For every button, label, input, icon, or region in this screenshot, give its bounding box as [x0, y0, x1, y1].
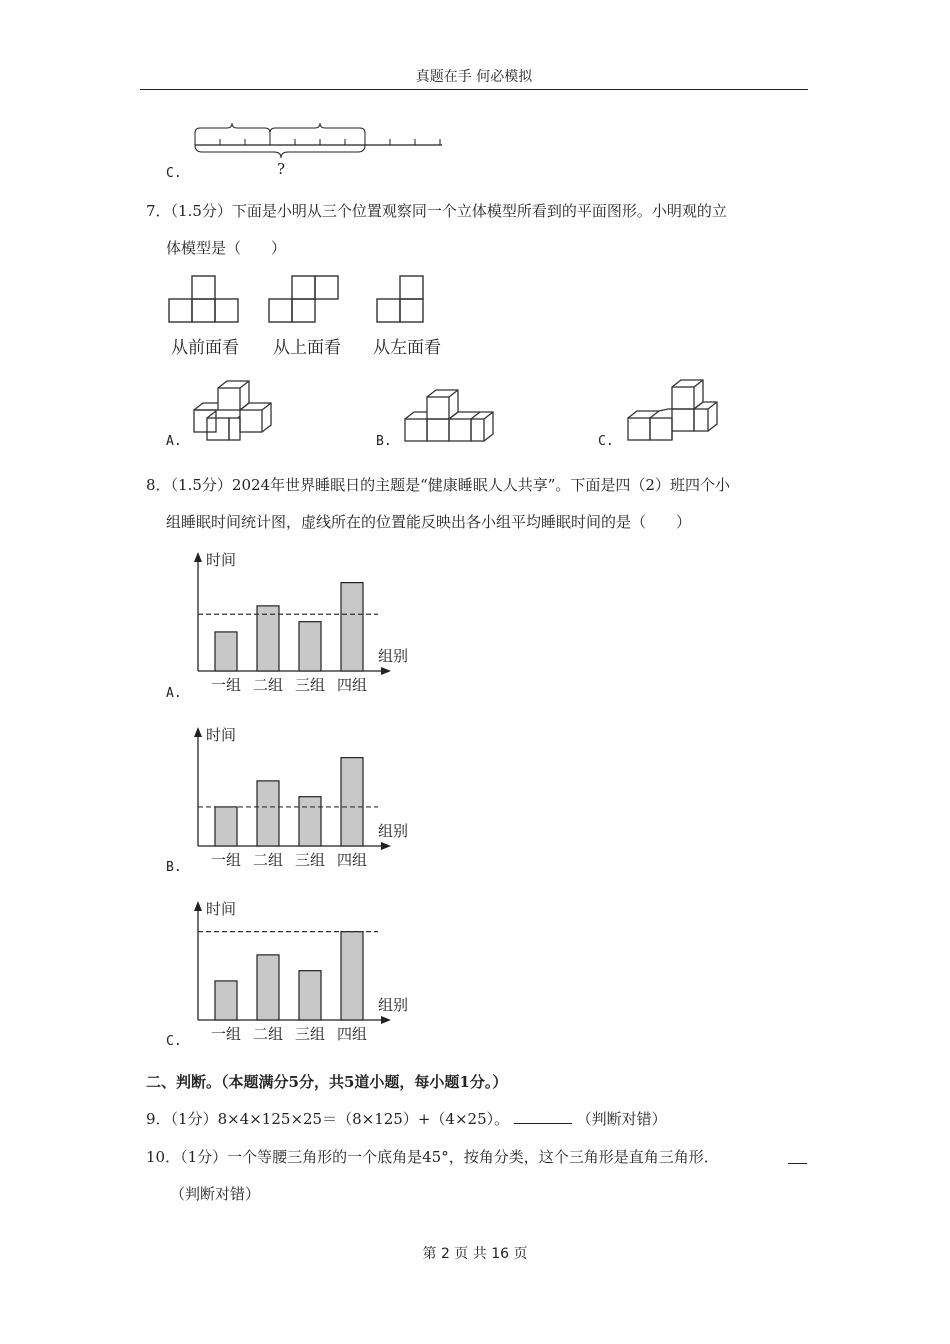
bar: [257, 955, 279, 1020]
x-axis-label: 组别: [378, 996, 409, 1014]
x-axis-label: 组别: [378, 822, 409, 840]
cube-model-a: [190, 378, 280, 448]
bar: [215, 981, 237, 1020]
chart-c: [186, 895, 426, 1045]
q7-option-a: A.: [166, 434, 182, 449]
y-axis-arrow: [194, 901, 202, 911]
q7-text-line1: 7．（1.5分）下面是小明从三个位置观察同一个立体模型所看到的平面图形。小明观的立: [146, 202, 727, 220]
y-axis-arrow: [194, 727, 202, 737]
category-label: 二组: [252, 1025, 284, 1043]
category-label: 二组: [252, 676, 284, 694]
view-label-left: 从左面看: [373, 338, 441, 358]
header-divider: [140, 89, 808, 90]
q7-option-b: B.: [376, 434, 392, 449]
cube-model-c: [625, 378, 725, 448]
q9-line: [146, 1108, 667, 1129]
category-label: 一组: [210, 676, 242, 694]
segment-diagram: [190, 120, 450, 180]
bar: [299, 622, 321, 671]
category-label: 三组: [294, 676, 326, 694]
segment-question-mark: ?: [277, 160, 286, 178]
bar: [299, 797, 321, 846]
q9-answer-blank[interactable]: [514, 1123, 572, 1124]
category-label: 三组: [294, 1025, 326, 1043]
q8-option-b: B.: [166, 860, 182, 875]
bar: [341, 583, 363, 671]
y-axis-label: 时间: [206, 726, 237, 744]
x-axis-arrow: [381, 667, 391, 675]
section-2-title: 二、判断。（本题满分5分，共5道小题，每小题1分。）: [146, 1073, 508, 1091]
bar: [341, 932, 363, 1020]
q10-line1: [146, 1146, 719, 1167]
q6-option-c-label: C.: [166, 166, 182, 181]
q8-option-c: C.: [166, 1034, 182, 1049]
q8-text-line1: 8．（1.5分）2024年世界睡眠日的主题是“健康睡眠人人共享”。下面是四（2）班四个小: [146, 476, 730, 494]
q10-answer-blank[interactable]: [788, 1146, 807, 1164]
x-axis-arrow: [381, 842, 391, 850]
view-label-top: 从上面看: [273, 338, 341, 358]
page-header: 真题在手 何必模拟: [415, 69, 533, 85]
bar: [299, 971, 321, 1020]
q9-text: 9．（1分）8×4×125×25＝（8×125）+（4×25）。: [146, 1110, 510, 1128]
q10-line2: （判断对错）: [170, 1185, 261, 1203]
cube-model-b: [402, 388, 497, 448]
q9-suffix: （判断对错）: [576, 1110, 667, 1128]
q10-text: 10．（1分）一个等腰三角形的一个底角是45°，按角分类，这个三角形是直角三角形．: [146, 1148, 719, 1166]
bar: [257, 781, 279, 846]
category-label: 三组: [294, 851, 326, 869]
category-label: 四组: [336, 676, 368, 694]
bar: [257, 606, 279, 671]
q8-option-a: A.: [166, 686, 182, 701]
q8-text-line2: 组睡眠时间统计图，虚线所在的位置能反映出各小组平均睡眠时间的是（ ）: [166, 513, 692, 531]
view-top-figure: [268, 274, 343, 326]
y-axis-arrow: [194, 552, 202, 562]
bar: [215, 632, 237, 671]
y-axis-label: 时间: [206, 900, 237, 918]
page-footer: 第 2 页 共 16 页: [422, 1246, 528, 1262]
bar: [215, 807, 237, 846]
category-label: 一组: [210, 851, 242, 869]
q7-option-c: C.: [598, 434, 614, 449]
chart-b: [186, 721, 426, 871]
category-label: 一组: [210, 1025, 242, 1043]
view-label-front: 从前面看: [171, 338, 239, 358]
view-left-figure: [376, 274, 428, 326]
bar: [341, 758, 363, 846]
category-label: 四组: [336, 851, 368, 869]
x-axis-label: 组别: [378, 647, 409, 665]
category-label: 四组: [336, 1025, 368, 1043]
x-axis-arrow: [381, 1016, 391, 1024]
y-axis-label: 时间: [206, 551, 237, 569]
view-front-figure: [168, 274, 243, 326]
category-label: 二组: [252, 851, 284, 869]
chart-a: [186, 546, 426, 696]
q7-text-line2: 体模型是（ ）: [166, 239, 287, 257]
